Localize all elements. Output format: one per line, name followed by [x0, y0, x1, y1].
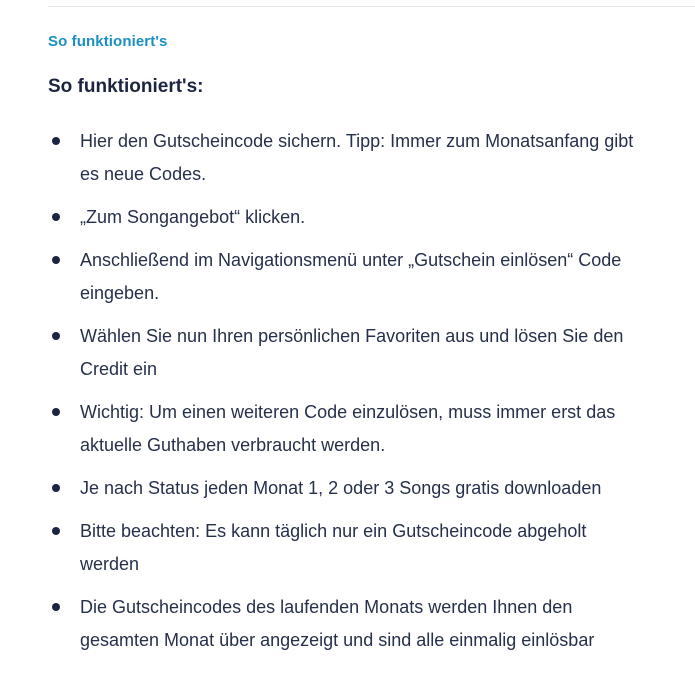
step-item-2 — [48, 201, 648, 234]
step-text: Wählen Sie nun Ihren persönlichen Favoriten aus und lösen Sie den Credit ein — [80, 326, 624, 379]
step-item-1 — [48, 125, 648, 191]
step-item-6 — [48, 472, 648, 505]
bullet-icon — [52, 137, 60, 145]
bullet-icon — [52, 527, 60, 535]
step-text: Wichtig: Um einen weiteren Code einzulösen, muss immer erst das aktuelle Guthaben verbraucht werden. — [80, 402, 616, 455]
step-item-3 — [48, 244, 648, 310]
section-heading-link[interactable]: So funktioniert's — [48, 33, 168, 50]
step-text: Anschließend im Navigationsmenü unter „Gutschein einlösen“ Code eingeben. — [80, 250, 622, 303]
bullet-icon — [52, 484, 60, 492]
step-text: Je nach Status jeden Monat 1, 2 oder 3 Songs gratis downloaden — [80, 478, 602, 498]
step-text: Bitte beachten: Es kann täglich nur ein Gutscheincode abgeholt werden — [80, 521, 587, 574]
step-text: Die Gutscheincodes des laufenden Monats werden Ihnen den gesamten Monat über angezeigt und sind alle einmalig einlösbar — [80, 597, 595, 650]
step-text: „Zum Songangebot“ klicken. — [80, 207, 306, 227]
step-item-8 — [48, 591, 648, 657]
top-divider — [48, 6, 695, 7]
section-title: So funktioniert's: — [48, 76, 204, 97]
step-item-5 — [48, 396, 648, 462]
bullet-icon — [52, 213, 60, 221]
bullet-icon — [52, 332, 60, 340]
bullet-icon — [52, 256, 60, 264]
step-item-4 — [48, 320, 648, 386]
bullet-icon — [52, 408, 60, 416]
step-text: Hier den Gutscheincode sichern. Tipp: Immer zum Monatsanfang gibt es neue Codes. — [80, 131, 634, 184]
step-item-7 — [48, 515, 648, 581]
steps-list — [48, 125, 648, 667]
bullet-icon — [52, 603, 60, 611]
